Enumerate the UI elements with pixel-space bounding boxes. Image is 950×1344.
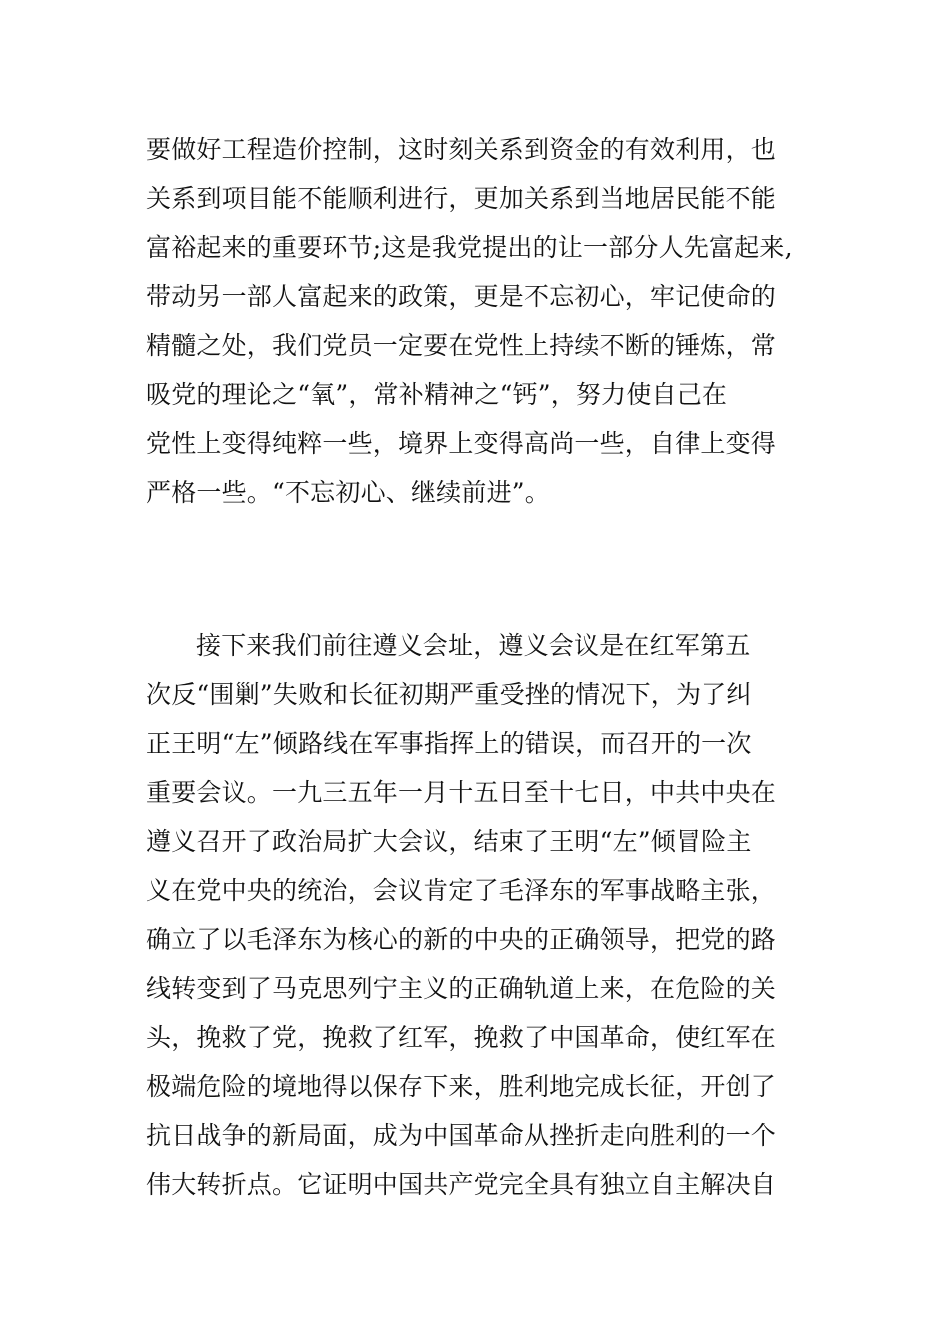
paragraph-1-line-8: 严格一些。“不忘初心、继续前进”。	[146, 478, 550, 507]
paragraph-2-line-8: 线转变到了马克思列宁主义的正确轨道上来，在危险的关	[146, 974, 777, 1003]
paragraph-1-line-7: 党性上变得纯粹一些，境界上变得高尚一些，自律上变得	[146, 429, 777, 458]
paragraph-1-line-3: 富裕起来的重要环节;这是我党提出的让一部分人先富起来,	[146, 233, 793, 262]
paragraph-2-line-2: 次反“围剿”失败和长征初期严重受挫的情况下，为了纠	[146, 680, 752, 709]
paragraph-2-line-1: 接下来我们前往遵义会址，遵义会议是在红军第五	[196, 631, 751, 660]
paragraph-1-line-6: 吸党的理论之“氧”，常补精神之“钙”，努力使自己在	[146, 380, 728, 409]
paragraph-2-line-6: 义在党中央的统治，会议肯定了毛泽东的军事战略主张，	[146, 876, 777, 905]
paragraph-1-line-4: 带动另一部人富起来的政策，更是不忘初心，牢记使命的	[146, 282, 777, 311]
paragraph-2-line-5: 遵义召开了政治局扩大会议，结束了王明“左”倾冒险主	[146, 827, 752, 856]
paragraph-2-line-11: 抗日战争的新局面，成为中国革命从挫折走向胜利的一个	[146, 1121, 777, 1150]
paragraph-2-line-9: 头，挽救了党，挽救了红军，挽救了中国革命，使红军在	[146, 1023, 777, 1052]
paragraph-2-line-10: 极端危险的境地得以保存下来，胜利地完成长征，开创了	[146, 1072, 777, 1101]
paragraph-2-line-3: 正王明“左”倾路线在军事指挥上的错误，而召开的一次	[146, 729, 752, 758]
paragraph-2-line-4: 重要会议。一九三五年一月十五日至十七日，中共中央在	[146, 778, 777, 807]
paragraph-1-line-1: 要做好工程造价控制，这时刻关系到资金的有效利用，也	[146, 135, 777, 164]
paragraph-2-line-7: 确立了以毛泽东为核心的新的中央的正确领导，把党的路	[146, 925, 777, 954]
paragraph-1-line-2: 关系到项目能不能顺利进行，更加关系到当地居民能不能	[146, 184, 777, 213]
paragraph-2-line-12: 伟大转折点。它证明中国共产党完全具有独立自主解决自	[146, 1170, 777, 1199]
paragraph-1-line-5: 精髓之处，我们党员一定要在党性上持续不断的锤炼，常	[146, 331, 777, 360]
